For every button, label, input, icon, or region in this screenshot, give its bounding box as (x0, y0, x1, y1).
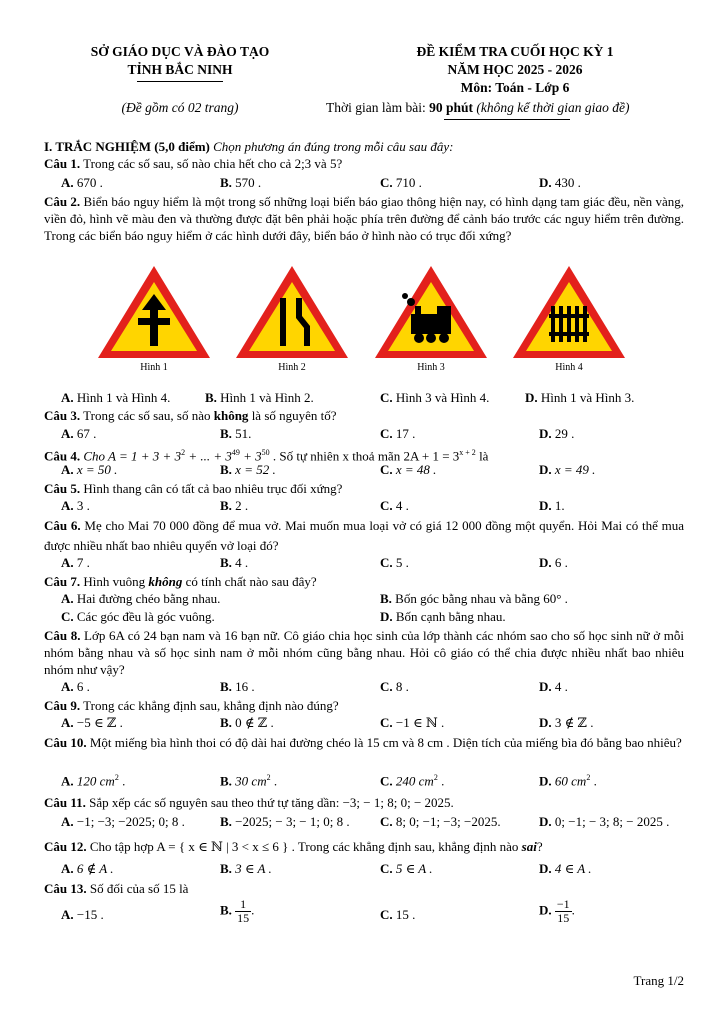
q11-option-d[interactable]: D. 0; −1; − 3; 8; − 2025 . (539, 814, 670, 829)
question-4: Câu 4. Cho $A = 1 + 3 + 3^2$ + ... + $3^{49} + 3^{50}$ . Số tự nhiên x thoả mãn $2A + 1 = 3^{x + 2}$ là (44, 448, 489, 464)
q7-option-c[interactable]: C. Các góc đều là góc vuông. (61, 609, 215, 624)
fraction-minus-one-fifteenth: $\frac{-1}{15}$ (556, 897, 570, 925)
question-6: Câu 6. Mẹ cho Mai 70 000 đồng để mua vở. Mai muốn mua loại vở có giá 12 000 đồng một quyển. Hỏi Mai có thể mua được nhiều nhất bao nhiêu quyển vở loại đó? (44, 518, 684, 553)
q7-option-d[interactable]: D. Bốn cạnh bằng nhau. (380, 609, 506, 624)
q1-option-c[interactable]: C. 710 . (380, 175, 422, 190)
q5-option-a[interactable]: A. 3 . (61, 498, 90, 513)
q7-option-a[interactable]: A. Hai đường chéo bằng nhau. (61, 591, 221, 606)
q2-option-d[interactable]: D. Hình 1 và Hình 3. (525, 390, 635, 405)
divider-right (444, 119, 570, 120)
question-12: Câu 12. Cho tập hợp A = { x ∈ ℕ | 3 < x ≤ 6 } . Trong các khẳng định sau, khẳng định nào sai? (44, 839, 543, 854)
q9-option-b[interactable]: B. 0 ∉ ℤ . (220, 715, 274, 730)
q1-option-b[interactable]: B. 570 . (220, 175, 262, 190)
school-year: NĂM HỌC 2025 - 2026 (447, 62, 583, 77)
figure-4-caption: Hình 4 (555, 362, 583, 373)
q5-option-b[interactable]: B. 2 . (220, 498, 249, 513)
q10-option-b[interactable]: B. 30 $cm^2$ . (220, 773, 278, 789)
q7-option-b[interactable]: B. Bốn góc bằng nhau và bằng 60° . (380, 591, 568, 606)
q1-option-d[interactable]: D. 430 . (539, 175, 581, 190)
q12-option-d[interactable]: D. 4 ∈ A . (539, 861, 592, 876)
q3-option-a[interactable]: A. 67 . (61, 426, 97, 441)
question-9: Câu 9. Trong các khẳng định sau, khẳng định nào đúng? (44, 698, 339, 713)
q5-option-d[interactable]: D. 1. (539, 498, 565, 513)
q11-option-c[interactable]: C. 8; 0; −1; −3; −2025. (380, 814, 501, 829)
dept-name: SỞ GIÁO DỤC VÀ ĐÀO TẠO (90, 44, 270, 59)
q1-option-a[interactable]: A. 670 . (61, 175, 103, 190)
q9-option-d[interactable]: D. 3 ∉ ℤ . (539, 715, 594, 730)
fraction-one-fifteenth: $\frac{1}{15}$ (237, 897, 250, 925)
q6-option-c[interactable]: C. 5 . (380, 555, 409, 570)
q11-option-b[interactable]: B. −2025; − 3; − 1; 0; 8 . (220, 814, 350, 829)
exam-title: ĐỀ KIỂM TRA CUỐI HỌC KỲ 1 (416, 44, 614, 59)
figure-2-caption: Hình 2 (278, 362, 306, 373)
divider-left (137, 81, 223, 82)
q12-option-a[interactable]: A. 6 ∉ A . (61, 861, 114, 876)
q9-option-c[interactable]: C. −1 ∈ ℕ . (380, 715, 445, 730)
q4-option-d[interactable]: D. x = 49 . (539, 462, 596, 477)
q13-option-c[interactable]: C. 15 . (380, 907, 416, 922)
warning-sign-4-icon (509, 262, 629, 362)
warning-sign-1-icon (94, 262, 214, 362)
question-1: Câu 1. Trong các số sau, số nào chia hết cho cả 2;3 và 5? (44, 156, 343, 171)
q3-option-b[interactable]: B. 51. (220, 426, 252, 441)
q11-option-a[interactable]: A. −1; −3; −2025; 0; 8 . (61, 814, 185, 829)
q13-option-a[interactable]: A. −15 . (61, 907, 104, 922)
figure-3-caption: Hình 3 (417, 362, 445, 373)
q8-option-d[interactable]: D. 4 . (539, 679, 568, 694)
q3-option-c[interactable]: C. 17 . (380, 426, 416, 441)
question-10: Câu 10. Một miếng bìa hình thoi có độ dài hai đường chéo là 15 cm và 8 cm . Diện tích của miếng bìa đó bằng bao nhiêu? (44, 735, 682, 750)
q8-option-a[interactable]: A. 6 . (61, 679, 90, 694)
q12-option-c[interactable]: C. 5 ∈ A . (380, 861, 433, 876)
q5-option-c[interactable]: C. 4 . (380, 498, 409, 513)
page-count-note: (Đề gồm có 02 trang) (121, 100, 239, 115)
q6-option-d[interactable]: D. 6 . (539, 555, 568, 570)
subject: Môn: Toán - Lớp 6 (460, 80, 570, 95)
question-3: Câu 3. Trong các số sau, số nào không là số nguyên tố? (44, 408, 337, 423)
q4-option-c[interactable]: C. x = 48 . (380, 462, 437, 477)
exam-header (0, 44, 724, 124)
question-13: Câu 13. Số đối của số 15 là (44, 881, 189, 896)
q8-option-c[interactable]: C. 8 . (380, 679, 409, 694)
figure-1-caption: Hình 1 (140, 362, 168, 373)
warning-sign-3-icon (371, 262, 491, 362)
q8-option-b[interactable]: B. 16 . (220, 679, 255, 694)
q10-option-d[interactable]: D. 60 $cm^2$ . (539, 773, 597, 789)
q9-option-a[interactable]: A. −5 ∈ ℤ . (61, 715, 123, 730)
question-5: Câu 5. Hình thang cân có tất cả bao nhiêu trục đối xứng? (44, 481, 343, 496)
q10-option-c[interactable]: C. 240 $cm^2$ . (380, 773, 445, 789)
question-8: Câu 8. Lớp 6A có 24 bạn nam và 16 bạn nữ. Cô giáo chia học sinh của lớp thành các nhóm sao cho số học sinh nữ ở mỗi nhóm bằng nhau và số học sinh nam ở mỗi nhóm cũng bằng nhau. Hỏi cô giáo có thể chia được nhiều nhất bao nhiêu nhóm như vậy? (44, 628, 684, 677)
q13-option-d[interactable]: D. $\frac{-1}{15}$ . (539, 897, 575, 925)
question-7: Câu 7. Hình vuông không có tính chất nào sau đây? (44, 574, 317, 589)
question-11: Câu 11. Sắp xếp các số nguyên sau theo thứ tự tăng dần: −3; − 1; 8; 0; − 2025. (44, 795, 454, 810)
q2-option-c[interactable]: C. Hình 3 và Hình 4. (380, 390, 490, 405)
q12-option-b[interactable]: B. 3 ∈ A . (220, 861, 272, 876)
q13-option-b[interactable]: B. $\frac{1}{15}$ . (220, 897, 255, 925)
page-number: Trang 1/2 (633, 973, 684, 988)
section-heading: I. TRẮC NGHIỆM (5,0 điểm) Chọn phương án đúng trong mỗi câu sau đây: (44, 139, 454, 154)
province-name: TỈNH BẮC NINH (127, 62, 233, 77)
q2-option-a[interactable]: A. Hình 1 và Hình 4. (61, 390, 171, 405)
q3-option-d[interactable]: D. 29 . (539, 426, 575, 441)
q4-option-a[interactable]: A. x = 50 . (61, 462, 118, 477)
q2-option-b[interactable]: B. Hình 1 và Hình 2. (205, 390, 314, 405)
q6-option-b[interactable]: B. 4 . (220, 555, 249, 570)
q4-option-b[interactable]: B. x = 52 . (220, 462, 276, 477)
time-limit: Thời gian làm bài: 90 phút (không kể thời gian giao đề) (326, 100, 630, 115)
question-2: Câu 2. Biển báo nguy hiểm là một trong số những loại biển báo giao thông hiện nay, có hình dạng tam giác đều, nền vàng, viền đỏ, hình vẽ màu đen và thường được đặt bên phải hoặc phía trên đường để cảnh báo trước các nguy hiểm trên đường. Trong các biển báo nguy hiểm ở các hình dưới đây, biển báo ở hình nào có trục đối xứng? (44, 194, 684, 243)
warning-sign-2-icon (232, 262, 352, 362)
q10-option-a[interactable]: A. 120 $cm^2$ . (61, 773, 126, 789)
q6-option-a[interactable]: A. 7 . (61, 555, 90, 570)
